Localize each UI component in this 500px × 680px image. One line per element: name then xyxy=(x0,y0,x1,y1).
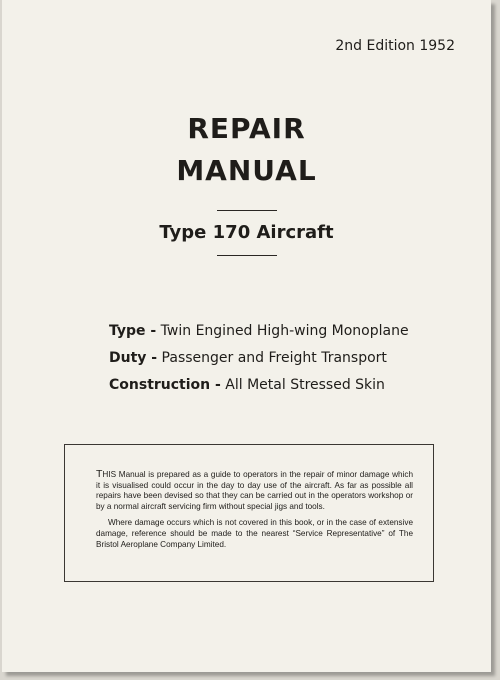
spec-row-type xyxy=(109,318,409,345)
spec-row-construction xyxy=(109,372,409,399)
notice-paragraph-2: Where damage occurs which is not covered in this book, or in the case of extensive damage, reference should be made to the nearest “Service Representative” of The Bristol Aeroplane Company Limited. xyxy=(96,518,413,549)
specifications-list xyxy=(109,318,409,399)
title-line-1: REPAIR xyxy=(187,112,306,145)
subtitle: Type 170 Aircraft xyxy=(159,222,334,243)
spec-label: Duty - xyxy=(109,350,158,366)
spec-value: Twin Engined High-wing Monoplane xyxy=(160,323,409,339)
spec-value: Passenger and Freight Transport xyxy=(161,350,387,366)
divider-top xyxy=(217,210,277,211)
spec-row-duty xyxy=(109,345,409,372)
edition-label: 2nd Edition 1952 xyxy=(335,38,455,54)
spec-label: Type - xyxy=(109,323,157,339)
title-line-2: MANUAL xyxy=(176,154,317,187)
notice-box xyxy=(64,444,434,582)
spec-label: Construction - xyxy=(109,377,221,393)
notice-paragraph-1 xyxy=(96,469,413,512)
notice-dropcap: T xyxy=(96,468,103,480)
manual-cover-page xyxy=(2,0,491,672)
notice-paragraph-1-text: HIS Manual is prepared as a guide to operators in the repair of minor damage which it is visualised could occur in the day to day use of the aircraft. As far as possible all repairs have been devised so that they can be carried out in the operators workshop or by a normal aircraft servicing firm without special jigs and tools. xyxy=(96,470,413,511)
divider-bottom xyxy=(217,255,277,256)
spec-value: All Metal Stressed Skin xyxy=(225,377,385,393)
